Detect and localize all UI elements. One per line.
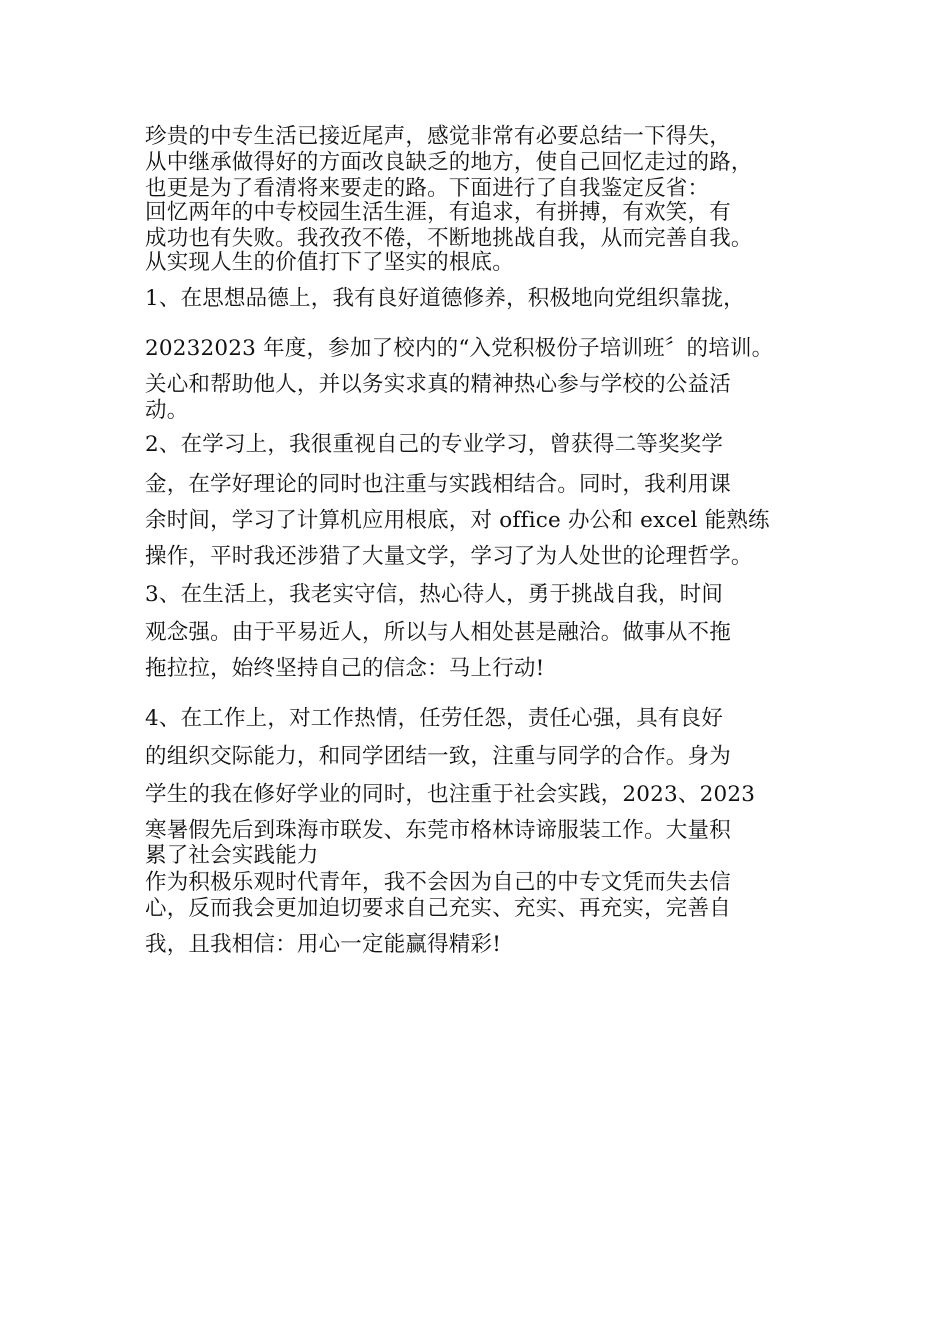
text-line-12: 金，在学好理论的同时也注重与实践相结合。同时，我利用课 [145, 472, 731, 497]
text-line-19: 的组织交际能力，和同学团结一致，注重与同学的合作。身为 [145, 744, 731, 769]
text-line-9: 关心和帮助他人，并以务实求真的精神热心参与学校的公益活 [145, 372, 731, 397]
text-line-8: 20232023 年度，参加了校内的“入党积极份子培训班〞的培训。 [145, 336, 774, 361]
text-line-1: 珍贵的中专生活已接近尾声，感觉非常有必要总结一下得失， [145, 124, 731, 149]
text-line-17: 拖拉拉，始终坚持自己的信念：马上行动! [145, 656, 545, 681]
text-line-10: 动。 [145, 398, 189, 423]
text-line-23: 作为积极乐观时代青年，我不会因为自己的中专文凭而失去信 [145, 870, 731, 895]
text-line-13: 余时间，学习了计算机应用根底，对 office 办公和 excel 能熟练 [145, 508, 770, 533]
text-line-22: 累了社会实践能力 [145, 843, 319, 868]
text-line-5: 成功也有失败。我孜孜不倦，不断地挑战自我，从而完善自我。 [145, 226, 753, 251]
text-line-15: 3、在生活上，我老实守信，热心待人，勇于挑战自我，时间 [145, 582, 724, 607]
text-line-24: 心，反而我会更加迫切要求自己充实、充实、再充实，完善自 [145, 896, 731, 921]
text-line-14: 操作，平时我还涉猎了大量文学，学习了为人处世的论理哲学。 [145, 544, 753, 569]
text-line-6: 从实现人生的价值打下了坚实的根底。 [145, 250, 514, 275]
text-line-21: 寒暑假先后到珠海市联发、东莞市格林诗谛服装工作。大量积 [145, 818, 731, 843]
text-line-20: 学生的我在修好学业的同时，也注重于社会实践，2023、2023 [145, 782, 756, 807]
text-line-25: 我，且我相信：用心一定能赢得精彩! [145, 932, 502, 957]
text-line-4: 回忆两年的中专校园生活生涯，有追求，有拼搏，有欢笑，有 [145, 200, 731, 225]
text-line-7: 1、在思想品德上，我有良好道德修养，积极地向党组织靠拢， [145, 286, 745, 311]
text-line-18: 4、在工作上，对工作热情，任劳任怨，责任心强，具有良好 [145, 706, 724, 731]
text-line-11: 2、在学习上，我很重视自己的专业学习，曾获得二等奖奖学 [145, 432, 724, 457]
text-line-3: 也更是为了看清将来要走的路。下面进行了自我鉴定反省： [145, 176, 710, 201]
text-line-16: 观念强。由于平易近人，所以与人相处甚是融洽。做事从不拖 [145, 620, 731, 645]
text-line-2: 从中继承做得好的方面改良缺乏的地方，使自己回忆走过的路， [145, 150, 753, 175]
